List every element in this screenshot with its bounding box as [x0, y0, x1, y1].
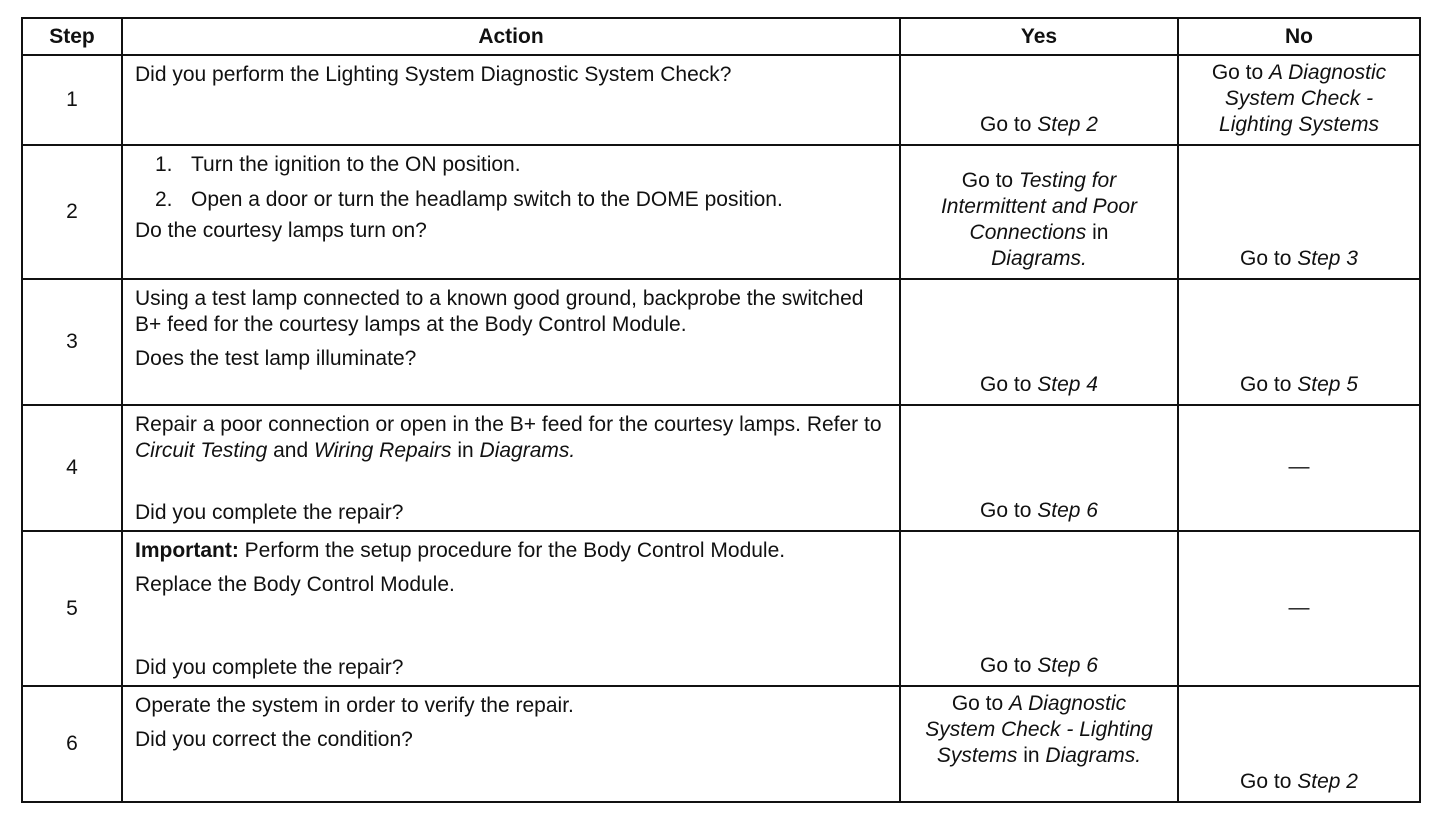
action-question: Did you correct the condition?	[135, 728, 413, 751]
table-header-row	[22, 18, 1420, 55]
important-note: Important: Perform the setup procedure for the Body Control Module.	[135, 539, 786, 562]
diagrams-link[interactable]: Diagrams.	[991, 247, 1087, 270]
diagnostic-table	[21, 17, 1421, 803]
yes-reference-link[interactable]: Testing for Intermittent and Poor Connections	[940, 169, 1138, 244]
step-number: 1	[22, 55, 122, 145]
table-row	[22, 686, 1420, 802]
yes-step-link[interactable]: Step 6	[1037, 654, 1098, 677]
yes-cell	[900, 55, 1178, 145]
action-cell	[122, 405, 900, 531]
action-instruction: Operate the system in order to verify the repair.	[135, 694, 574, 717]
list-item: 2. Open a door or turn the headlamp switch to the DOME position.	[155, 188, 783, 211]
yes-cell	[900, 531, 1178, 686]
no-step-link[interactable]: Step 3	[1297, 247, 1358, 270]
table-row	[22, 405, 1420, 531]
no-dash: —	[1288, 595, 1310, 619]
no-cell	[1178, 279, 1420, 405]
action-cell	[122, 145, 900, 279]
header-action: Action	[122, 18, 900, 55]
header-yes: Yes	[900, 18, 1178, 55]
yes-prefix: Go to	[980, 113, 1038, 136]
yes-prefix: Go to	[980, 373, 1038, 396]
table-row	[22, 279, 1420, 405]
no-step-link[interactable]: Step 2	[1297, 770, 1358, 793]
no-prefix: Go to	[1240, 247, 1298, 270]
action-instruction: Replace the Body Control Module.	[135, 573, 455, 596]
yes-cell: Go to Testing for Intermittent and Poor Connections in Diagrams.	[900, 145, 1178, 279]
list-item: 1. Turn the ignition to the ON position.	[155, 153, 521, 176]
action-question: Did you perform the Lighting System Diagnostic System Check?	[135, 63, 732, 86]
action-question: Did you complete the repair?	[135, 656, 404, 679]
table-row	[22, 55, 1420, 145]
diagrams-link[interactable]: Diagrams.	[479, 439, 576, 462]
action-instruction: Repair a poor connection or open in the B+ feed for the courtesy lamps. Refer to Circuit Testing and Wiring Repairs in Diagrams.	[135, 413, 882, 462]
yes-prefix: Go to	[980, 654, 1038, 677]
yes-step-link[interactable]: Step 4	[1037, 373, 1098, 396]
yes-prefix: Go to	[961, 169, 1019, 192]
important-label: Important:	[135, 539, 239, 562]
action-cell	[122, 686, 900, 802]
table-row	[22, 531, 1420, 686]
yes-prefix: Go to	[951, 692, 1010, 715]
table-row	[22, 145, 1420, 279]
no-reference-link[interactable]: A Diagnostic System Check - Lighting Systems	[1219, 61, 1387, 136]
action-question: Did you complete the repair?	[135, 501, 404, 524]
yes-cell: Go to A Diagnostic System Check - Lighting Systems in Diagrams.	[900, 686, 1178, 802]
no-prefix: Go to	[1240, 373, 1298, 396]
action-cell	[122, 279, 900, 405]
yes-cell	[900, 405, 1178, 531]
no-dash: —	[1288, 455, 1310, 478]
step-number: 2	[22, 145, 122, 279]
action-question: Do the courtesy lamps turn on?	[135, 219, 427, 242]
action-cell	[122, 531, 900, 686]
action-cell	[122, 55, 900, 145]
circuit-testing-link[interactable]: Circuit Testing	[135, 439, 268, 462]
action-question: Does the test lamp illuminate?	[135, 347, 417, 370]
no-cell	[1178, 686, 1420, 802]
yes-reference-link[interactable]: A Diagnostic System Check - Lighting Systems	[925, 692, 1153, 767]
yes-cell	[900, 279, 1178, 405]
no-cell	[1178, 531, 1420, 686]
yes-step-link[interactable]: Step 2	[1037, 113, 1098, 136]
yes-prefix: Go to	[980, 499, 1038, 522]
header-no: No	[1178, 18, 1420, 55]
step-number: 4	[22, 405, 122, 531]
step-number: 6	[22, 686, 122, 802]
numbered-list	[135, 152, 889, 213]
no-prefix: Go to	[1211, 61, 1270, 84]
action-instruction: Using a test lamp connected to a known good ground, backprobe the switched B+ feed for the courtesy lamps at the Body Control Module.	[135, 287, 864, 336]
step-number: 3	[22, 279, 122, 405]
diagrams-link[interactable]: Diagrams.	[1045, 744, 1142, 767]
step-number: 5	[22, 531, 122, 686]
no-cell	[1178, 405, 1420, 531]
no-step-link[interactable]: Step 5	[1297, 373, 1358, 396]
header-step: Step	[22, 18, 122, 55]
wiring-repairs-link[interactable]: Wiring Repairs	[314, 439, 452, 462]
no-prefix: Go to	[1240, 770, 1298, 793]
no-cell	[1178, 55, 1420, 145]
no-cell	[1178, 145, 1420, 279]
yes-step-link[interactable]: Step 6	[1037, 499, 1098, 522]
